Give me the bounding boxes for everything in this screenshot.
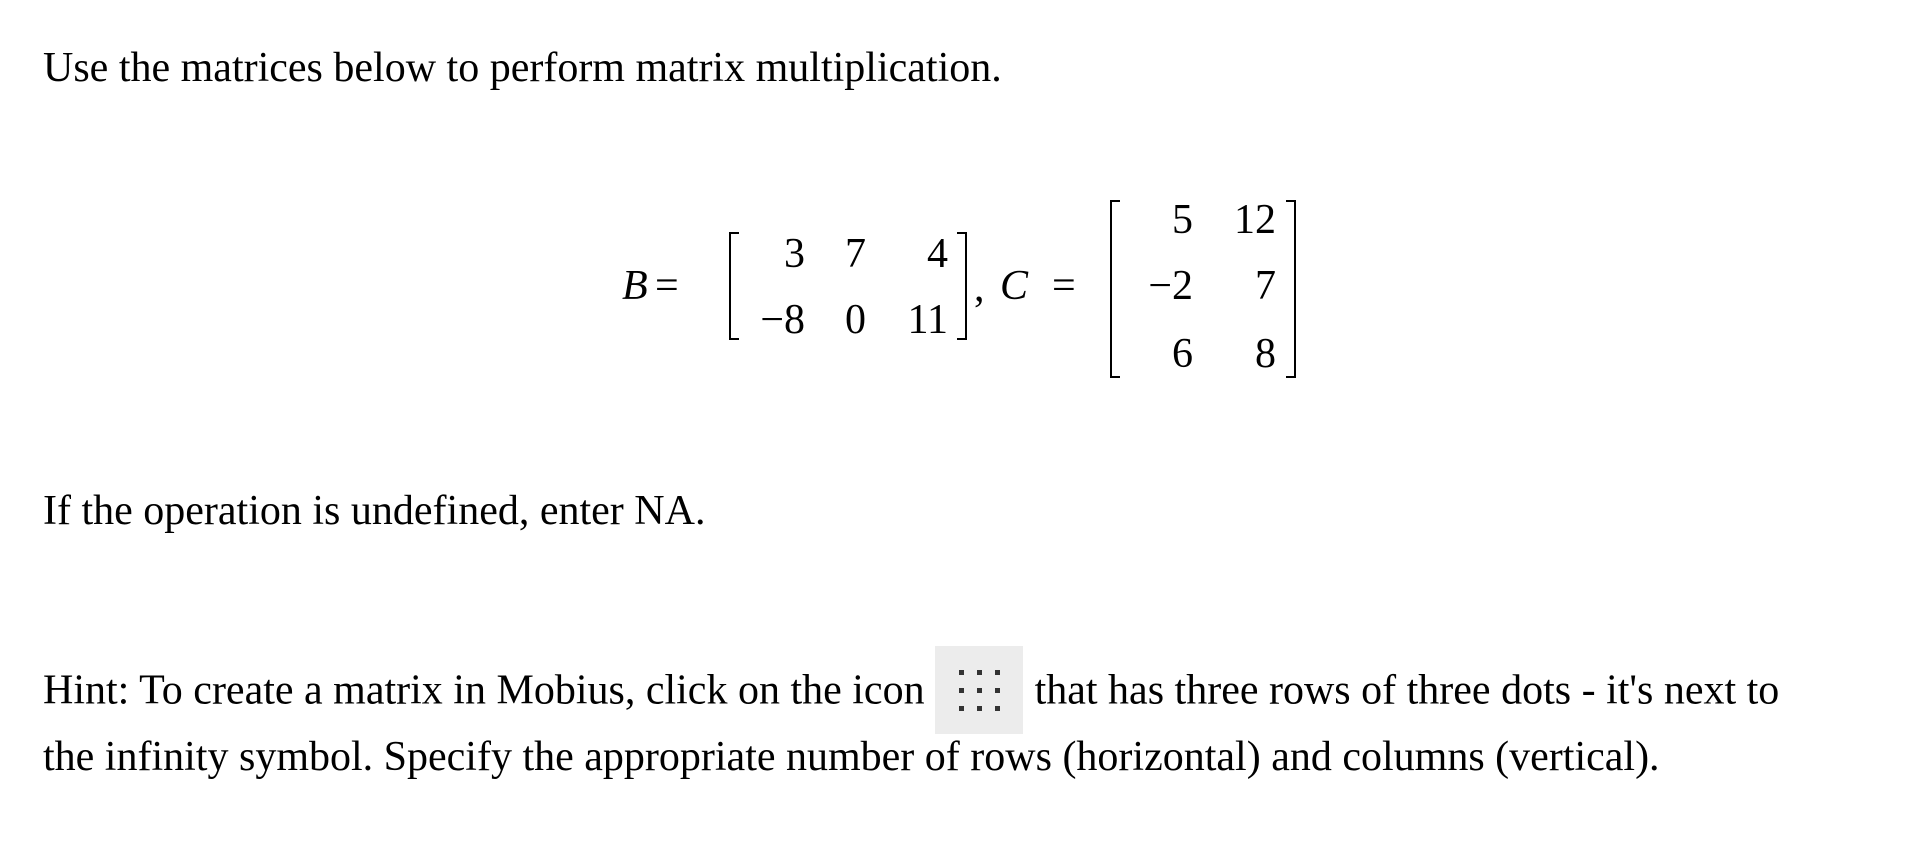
matrix-c-right-bracket [1286, 200, 1296, 378]
matrix-b-label: B [622, 263, 648, 309]
undefined-instruction: If the operation is undefined, enter NA. [43, 488, 706, 534]
matrix-b-cell: 3 [784, 231, 805, 277]
hint-text-before-icon: Hint: To create a matrix in Mobius, click on the icon [43, 667, 925, 714]
comma: , [974, 265, 985, 311]
matrix-b-cell: −8 [760, 297, 805, 343]
matrix-c-cell: −2 [1148, 263, 1193, 309]
matrix-c-cell: 7 [1255, 263, 1276, 309]
equals-sign-c: = [1052, 263, 1076, 309]
matrix-dots-icon [935, 646, 1023, 734]
matrix-equation [0, 0, 1914, 420]
intro-text: Use the matrices below to perform matrix multiplication. [43, 45, 1002, 91]
matrix-c-cell: 5 [1172, 197, 1193, 243]
matrix-b-cell: 0 [845, 297, 866, 343]
hint-line-1 [43, 650, 1779, 738]
hint-line-2: the infinity symbol. Specify the appropriate number of rows (horizontal) and columns (vertical). [43, 734, 1660, 780]
matrix-c-cell: 6 [1172, 331, 1193, 377]
matrix-b-cell: 7 [845, 231, 866, 277]
matrix-b-cell: 11 [907, 297, 948, 343]
matrix-c-label: C [1000, 263, 1029, 309]
matrix-b-cell: 4 [927, 231, 948, 277]
matrix-c-cell: 8 [1255, 331, 1276, 377]
hint-text-after-icon: that has three rows of three dots - it's next to [1034, 667, 1780, 714]
matrix-b-right-bracket [957, 232, 967, 340]
equals-sign-b: = [655, 263, 679, 309]
matrix-c-cell: 12 [1234, 197, 1276, 243]
